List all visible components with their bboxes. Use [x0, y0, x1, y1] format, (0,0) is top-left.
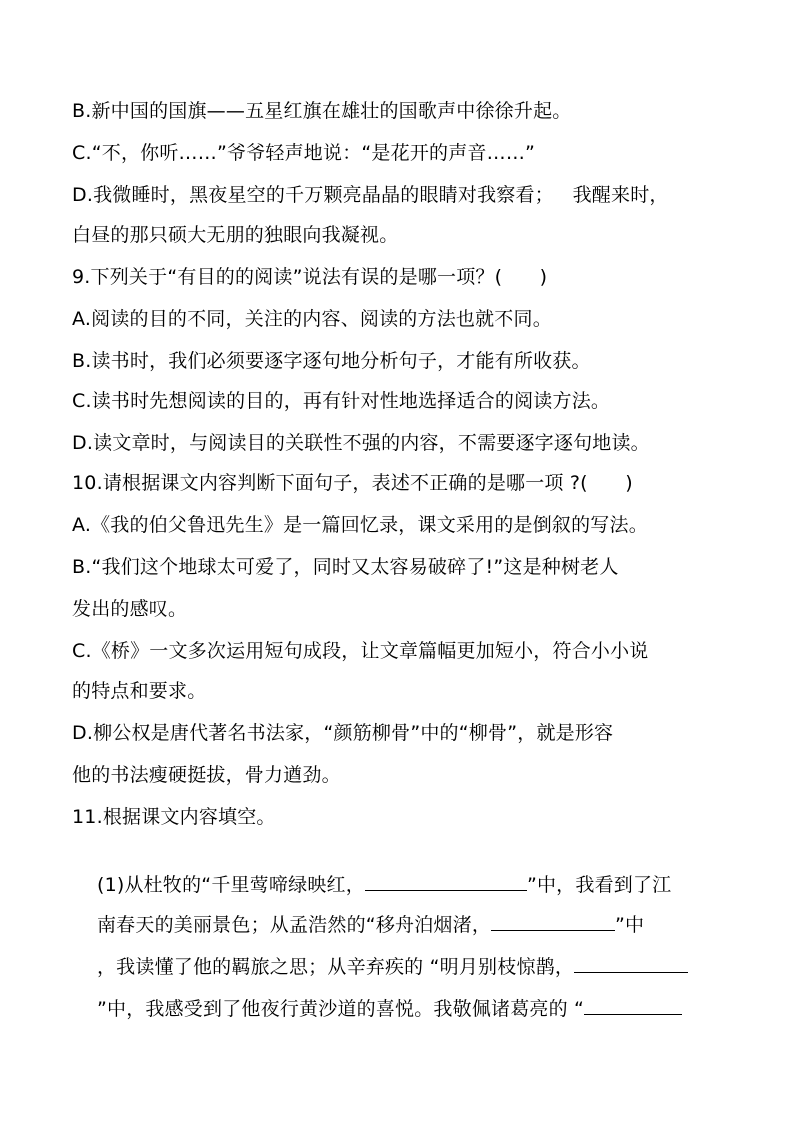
q11-line1-text-a: (1)从杜牧的“千里莺啼绿映红， [96, 874, 365, 896]
q10-option-d-line2: 他的书法瘦硬挺拔，骨力遒劲。 [72, 764, 341, 786]
answer-blank-4[interactable] [584, 996, 682, 1015]
q10-option-b-line1: B.“我们这个地球太可爱了，同时又太容易破碎了!”这是种树老人 [72, 556, 619, 578]
q9-stem: 9.下列关于“有目的的阅读”说法有误的是哪一项？( ) [72, 266, 548, 288]
q9-option-c: C.读书时先想阅读的目的，再有针对性地选择适合的阅读方法。 [72, 390, 611, 412]
q11-line4-text-a: ”中，我感受到了他夜行黄沙道的喜悦。我敬佩诸葛亮的 “ [96, 998, 585, 1020]
q10-option-b-line2: 发出的感叹。 [72, 598, 188, 620]
q11-line1-text-b: ”中，我看到了江 [526, 874, 672, 896]
q10-option-c-line2: 的特点和要求。 [72, 680, 207, 702]
q11-line3-text-a: ，我读懂了他的羁旅之思；从辛弃疾的 “明月别枝惊鹊， [96, 956, 575, 978]
q10-option-c-line1: C.《桥》一文多次运用短句成段，让文章篇幅更加短小，符合小小说 [72, 640, 649, 662]
q8-option-d-line1: D.我微睡时，黑夜星空的千万颗亮晶晶的眼睛对我察看； 我醒来时， [72, 184, 669, 206]
q10-option-a: A.《我的伯父鲁迅先生》是一篇回忆录，课文采用的是倒叙的写法。 [72, 514, 648, 536]
q8-option-d-line2: 白昼的那只硕大无朋的独眼向我凝视。 [72, 224, 399, 246]
q11-line2-text-b: ”中 [615, 914, 645, 936]
q10-option-d-line1: D.柳公权是唐代著名书法家，“颜筋柳骨”中的“柳骨”，就是形容 [72, 722, 614, 744]
q9-option-d: D.读文章时，与阅读目的关联性不强的内容，不需要逐字逐句地读。 [72, 432, 650, 454]
q8-option-b: B.新中国的国旗——五星红旗在雄壮的国歌声中徐徐升起。 [72, 100, 572, 122]
q10-stem: 10.请根据课文内容判断下面句子，表述不正确的是哪一项 ?( ) [72, 472, 633, 494]
q11-fill-line4 [72, 970, 732, 1048]
q11-line2-text-a: 南春天的美丽景色；从孟浩然的“移舟泊烟渚， [96, 914, 492, 936]
q9-option-b: B.读书时，我们必须要逐字逐句地分析句子，才能有所收获。 [72, 350, 591, 372]
q8-option-c: C.“不，你听……”爷爷轻声地说：“是花开的声音……” [72, 142, 536, 164]
q11-stem: 11.根据课文内容填空。 [72, 806, 276, 828]
q9-option-a: A.阅读的目的不同，关注的内容、阅读的方法也就不同。 [72, 308, 552, 330]
